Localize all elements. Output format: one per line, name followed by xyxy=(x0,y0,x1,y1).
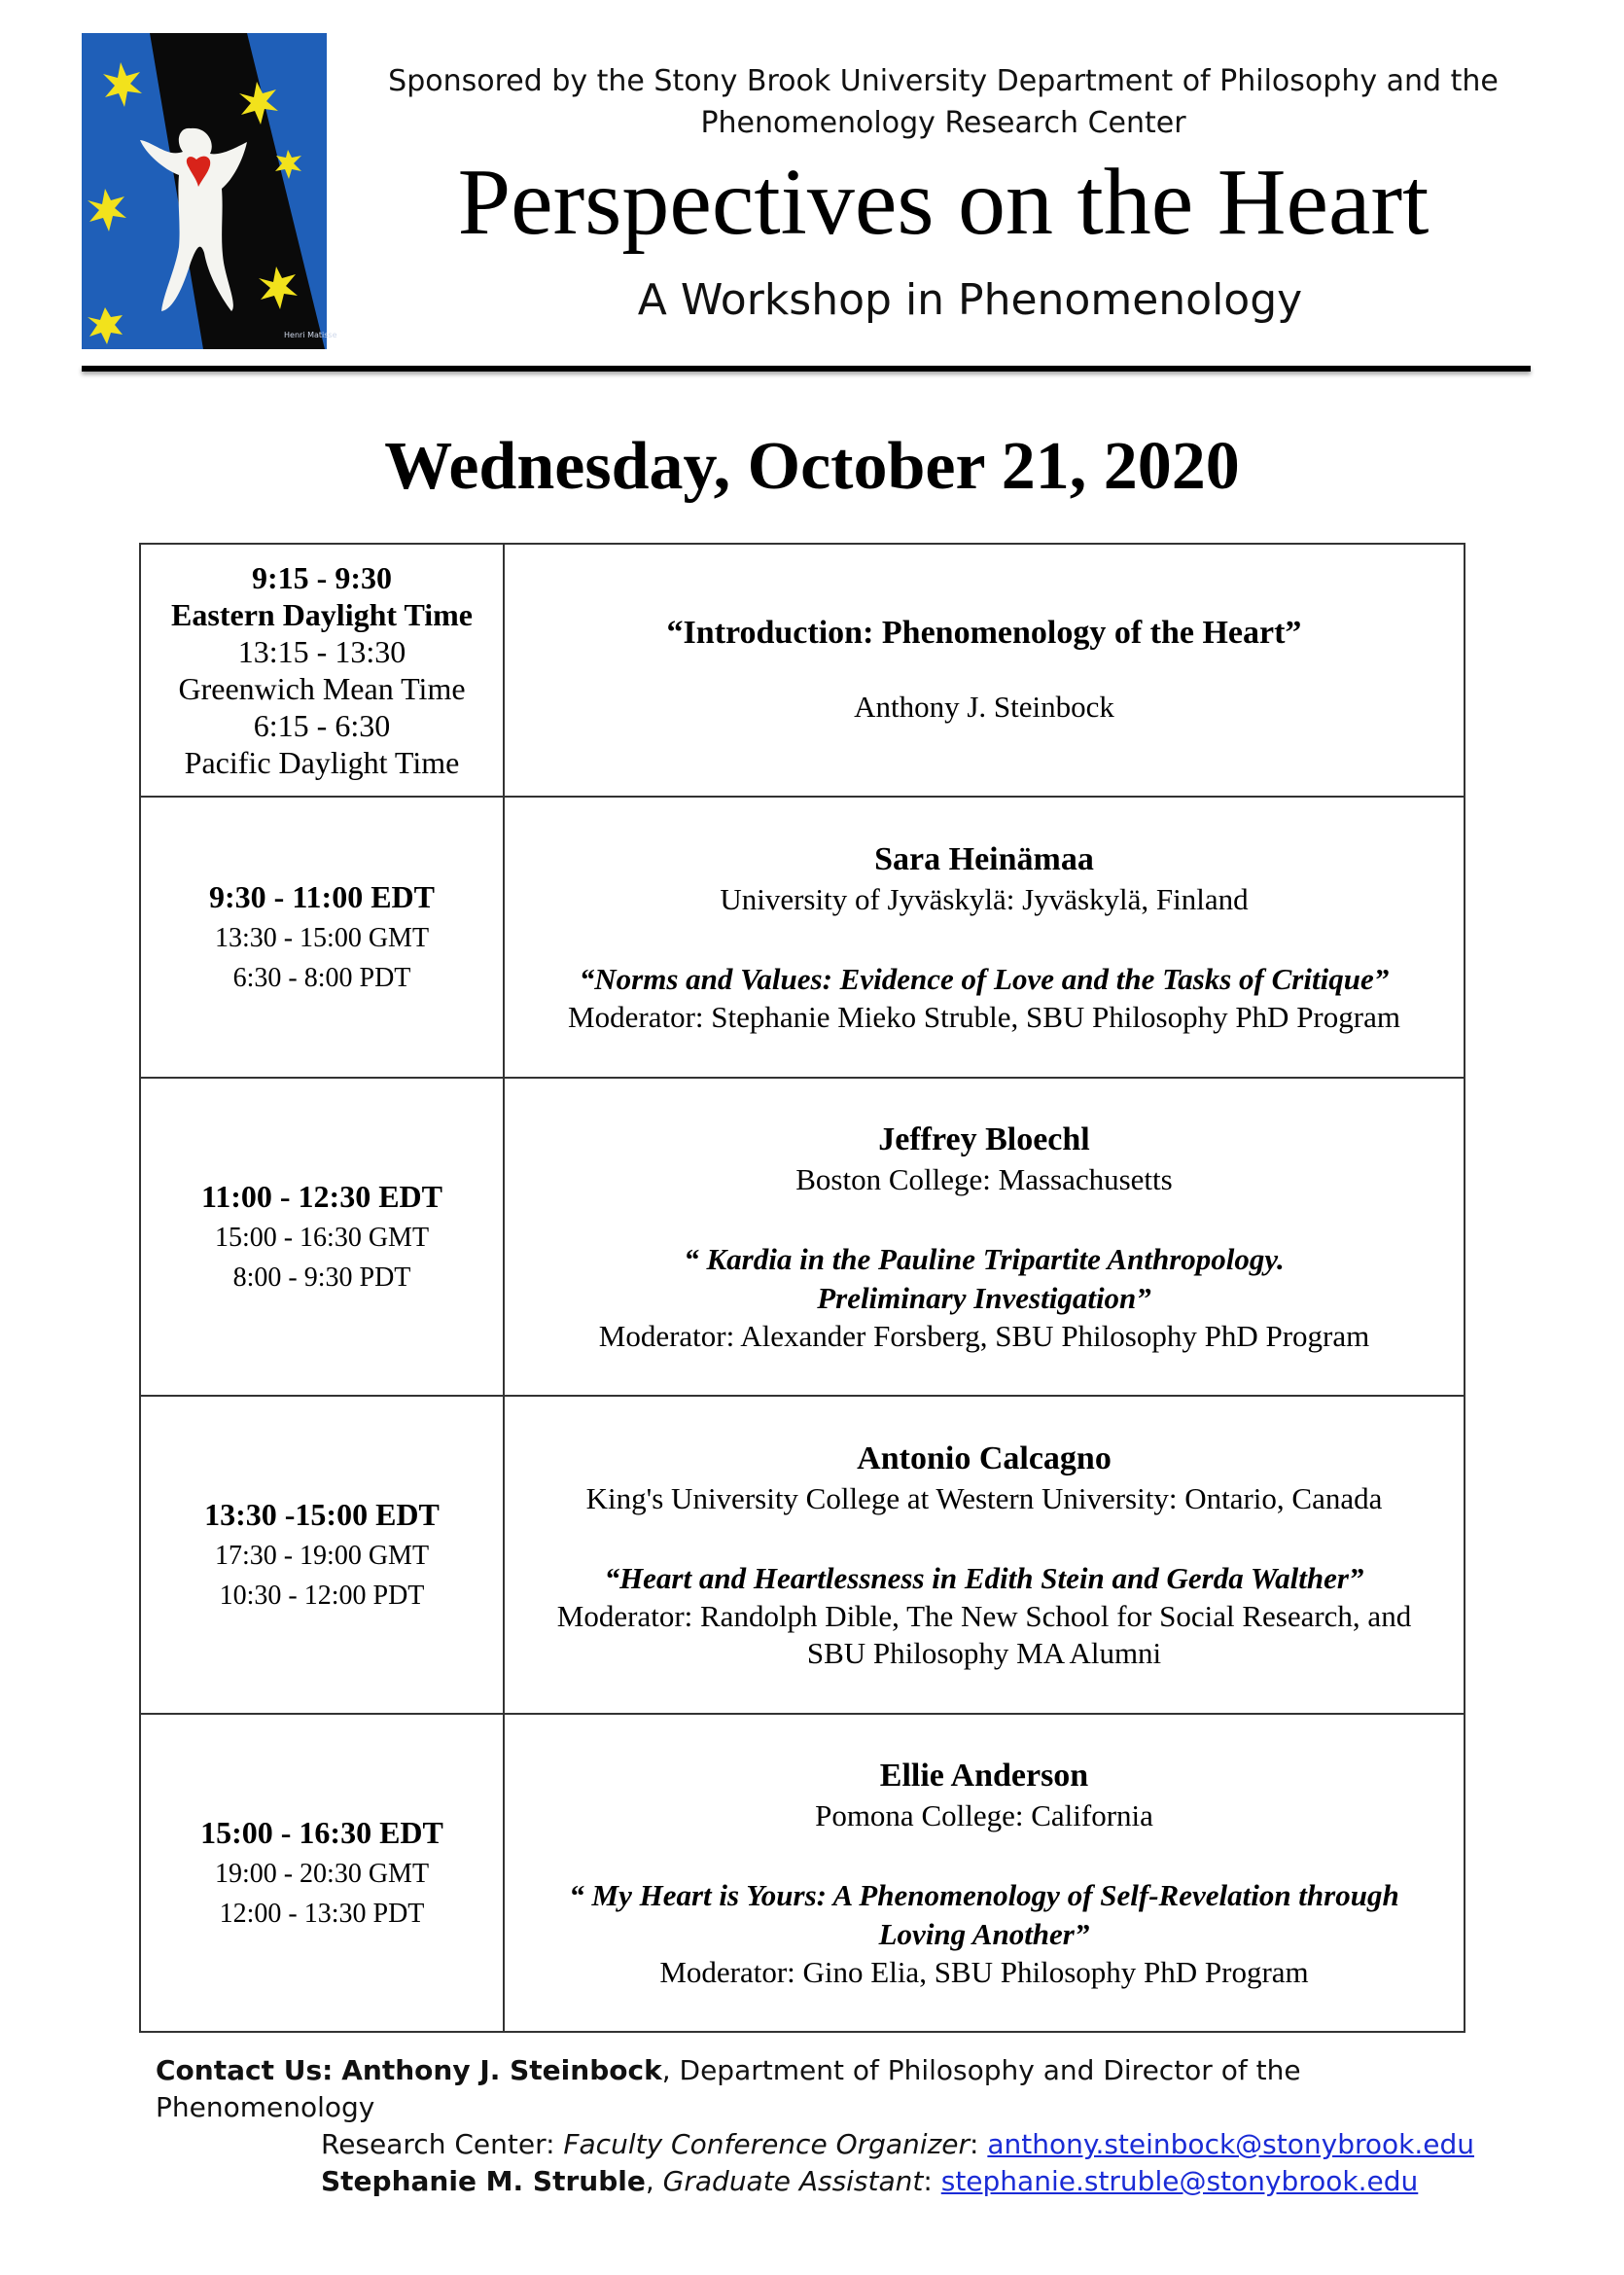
sponsor-line-1: Sponsored by the Stony Brook University Department of Philosophy and the xyxy=(388,64,1499,98)
speaker-name: Ellie Anderson xyxy=(879,1757,1089,1794)
time-cell xyxy=(140,1396,504,1714)
speaker-affiliation: Boston College: Massachusetts xyxy=(795,1161,1173,1196)
time-edt: 9:15 - 9:30 xyxy=(252,560,392,595)
time-pdt: 6:15 - 6:30 xyxy=(253,708,391,743)
table-row xyxy=(140,544,1465,797)
page-title: Perspectives on the Heart xyxy=(457,150,1430,255)
moderator: Moderator: Stephanie Mieko Struble, SBU Philosophy PhD Program xyxy=(568,999,1400,1034)
sponsor-text xyxy=(370,60,1517,144)
contact-desc-1b: Research Center: xyxy=(321,2128,564,2160)
time-gmt: 15:00 - 16:30 GMT xyxy=(214,1222,430,1253)
speaker-affiliation: Pomona College: California xyxy=(815,1797,1153,1832)
tz-pdt-label: Pacific Daylight Time xyxy=(184,745,460,780)
time-edt: 15:00 - 16:30 EDT xyxy=(200,1814,443,1850)
moderator: Moderator: Alexander Forsberg, SBU Philosophy PhD Program xyxy=(598,1318,1370,1353)
time-edt: 11:00 - 12:30 EDT xyxy=(201,1178,442,1214)
time-edt: 13:30 -15:00 EDT xyxy=(204,1496,440,1532)
time-gmt: 13:30 - 15:00 GMT xyxy=(214,922,430,953)
page-subtitle: A Workshop in Phenomenology xyxy=(637,275,1303,325)
icarus-artwork xyxy=(82,33,337,349)
event-date: Wednesday, October 21, 2020 xyxy=(384,429,1240,504)
paper-title: “ Kardia in the Pauline Tripartite Anthropology. xyxy=(684,1241,1285,1276)
contact-label: Contact Us: xyxy=(156,2054,334,2086)
time-edt: 9:30 - 11:00 EDT xyxy=(209,878,435,914)
paper-title-line-2: Loving Another” xyxy=(878,1916,1090,1951)
header-divider xyxy=(82,366,1531,372)
intro-speaker: Anthony J. Steinbock xyxy=(854,690,1114,724)
contact-role-1: Faculty Conference Organizer xyxy=(563,2128,971,2160)
speaker-name: Antonio Calcagno xyxy=(857,1440,1112,1476)
time-cell xyxy=(140,797,504,1078)
contact-role-2: Graduate Assistant xyxy=(662,2165,924,2197)
time-gmt: 13:15 - 13:30 xyxy=(237,634,406,669)
time-cell xyxy=(140,1078,504,1396)
contact-desc-1: , Department of Philosophy and Director of the Phenomenology xyxy=(156,2054,1301,2123)
time-cell xyxy=(140,544,504,797)
speaker-affiliation: King's University College at Western University: Ontario, Canada xyxy=(585,1480,1383,1515)
session-cell xyxy=(504,544,1465,797)
contact-line-3 xyxy=(156,2163,1517,2200)
time-pdt: 10:30 - 12:00 PDT xyxy=(219,1580,425,1611)
time-pdt: 8:00 - 9:30 PDT xyxy=(232,1262,411,1293)
contact-block xyxy=(156,2052,1517,2200)
intro-title: “Introduction: Phenomenology of the Heart” xyxy=(666,615,1302,651)
tz-gmt-label: Greenwich Mean Time xyxy=(178,671,466,706)
table-row xyxy=(140,1078,1465,1396)
time-pdt: 6:30 - 8:00 PDT xyxy=(232,962,411,993)
moderator: Moderator: Gino Elia, SBU Philosophy PhD Program xyxy=(659,1954,1309,1989)
session-cell xyxy=(504,797,1465,1078)
time-gmt: 19:00 - 20:30 GMT xyxy=(214,1858,430,1889)
paper-title: “Norms and Values: Evidence of Love and the Tasks of Critique” xyxy=(579,961,1390,996)
contact-comma-2: , xyxy=(645,2165,663,2197)
schedule-table xyxy=(139,543,1465,2033)
email-link-steinbock[interactable]: anthony.steinbock@stonybrook.edu xyxy=(987,2128,1474,2160)
contact-name-1: Anthony J. Steinbock xyxy=(341,2054,662,2086)
table-row xyxy=(140,1714,1465,2032)
speaker-affiliation: University of Jyväskylä: Jyväskylä, Finland xyxy=(720,881,1249,916)
time-pdt: 12:00 - 13:30 PDT xyxy=(219,1898,425,1929)
contact-name-2: Stephanie M. Struble xyxy=(321,2165,646,2197)
sponsor-line-2: Phenomenology Research Center xyxy=(700,106,1186,140)
speaker-name: Sara Heinämaa xyxy=(874,840,1094,877)
contact-colon-1: : xyxy=(970,2128,988,2160)
contact-colon-2: : xyxy=(923,2165,941,2197)
paper-title: “ My Heart is Yours: A Phenomenology of Self-Revelation through xyxy=(569,1877,1399,1912)
contact-line-1 xyxy=(156,2052,1517,2126)
table-row xyxy=(140,797,1465,1078)
tz-edt-label: Eastern Daylight Time xyxy=(171,597,473,632)
speaker-name: Jeffrey Bloechl xyxy=(878,1120,1090,1157)
table-row xyxy=(140,1396,1465,1714)
contact-line-2 xyxy=(156,2126,1517,2163)
moderator-line-2: SBU Philosophy MA Alumni xyxy=(806,1635,1162,1670)
time-gmt: 17:30 - 19:00 GMT xyxy=(214,1540,430,1571)
session-cell xyxy=(504,1714,1465,2032)
session-cell xyxy=(504,1078,1465,1396)
moderator: Moderator: Randolph Dible, The New School for Social Research, and xyxy=(556,1598,1412,1633)
session-cell xyxy=(504,1396,1465,1714)
paper-title: “Heart and Heartlessness in Edith Stein and Gerda Walther” xyxy=(604,1560,1364,1595)
email-link-struble[interactable]: stephanie.struble@stonybrook.edu xyxy=(940,2165,1419,2197)
paper-title-line-2: Preliminary Investigation” xyxy=(817,1280,1151,1315)
time-cell xyxy=(140,1714,504,2032)
artwork-signature: Henri Matisse xyxy=(284,331,337,339)
